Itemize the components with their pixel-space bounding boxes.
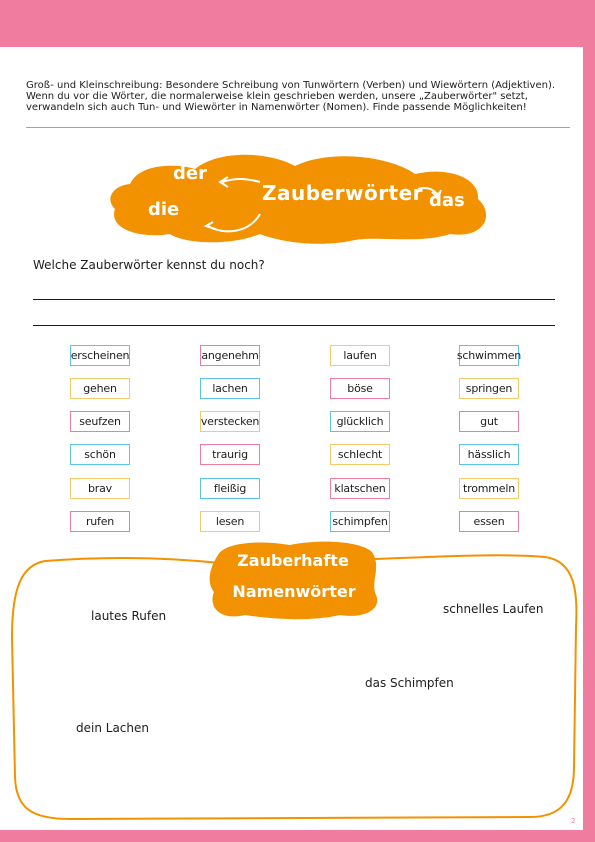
- word-card: klatschen: [330, 478, 390, 499]
- word-card: schwimmen: [459, 345, 519, 366]
- word-card: erscheinen: [70, 345, 130, 366]
- instructions-line-1: Groß- und Kleinschreibung: Besondere Schreibung von Tunwörtern (Verben) und Wiewörtern (Adjektiven).: [26, 80, 556, 91]
- instructions-line-2: Wenn du vor die Wörter, die normalerweise klein geschrieben werden, unsere „Zauberwörter" setzt,: [26, 91, 528, 102]
- badge-title-line-2: Namenwörter: [232, 582, 356, 601]
- worksheet-page: [0, 47, 583, 830]
- word-card: lesen: [200, 511, 260, 532]
- example-phrase: das Schimpfen: [365, 676, 454, 690]
- word-card: springen: [459, 378, 519, 399]
- word-card: angenehm: [200, 345, 260, 366]
- word-card: laufen: [330, 345, 390, 366]
- word-card: seufzen: [70, 411, 130, 432]
- question: Welche Zauberwörter kennst du noch?: [33, 258, 265, 272]
- page-number: 2: [571, 817, 576, 825]
- example-phrase: lautes Rufen: [91, 609, 167, 623]
- word-card: essen: [459, 511, 519, 532]
- word-card: trommeln: [459, 478, 519, 499]
- cloud-word-der: der: [173, 163, 207, 184]
- instructions-line-3: verwandeln sich auch Tun- und Wiewörter in Namenwörter (Nomen). Finde passende Möglichkeiten!: [26, 102, 527, 113]
- word-card: schimpfen: [330, 511, 390, 532]
- word-card: glücklich: [330, 411, 390, 432]
- badge-title-line-1: Zauberhafte: [237, 551, 349, 570]
- word-card: brav: [70, 478, 130, 499]
- word-card: hässlich: [459, 444, 519, 465]
- cloud-title: Zauberwörter: [262, 181, 424, 205]
- word-card: rufen: [70, 511, 130, 532]
- example-phrase: schnelles Laufen: [443, 602, 544, 616]
- word-card: verstecken: [200, 411, 260, 432]
- word-card: traurig: [200, 444, 260, 465]
- word-card: lachen: [200, 378, 260, 399]
- word-card: fleißig: [200, 478, 260, 499]
- cloud-word-die: die: [148, 199, 180, 220]
- namenwoerter-frame: [0, 47, 583, 830]
- word-card: schlecht: [330, 444, 390, 465]
- cloud-word-das: das: [429, 190, 465, 211]
- example-phrase: dein Lachen: [76, 721, 149, 735]
- word-card: gehen: [70, 378, 130, 399]
- word-card: gut: [459, 411, 519, 432]
- word-card: schön: [70, 444, 130, 465]
- word-card: böse: [330, 378, 390, 399]
